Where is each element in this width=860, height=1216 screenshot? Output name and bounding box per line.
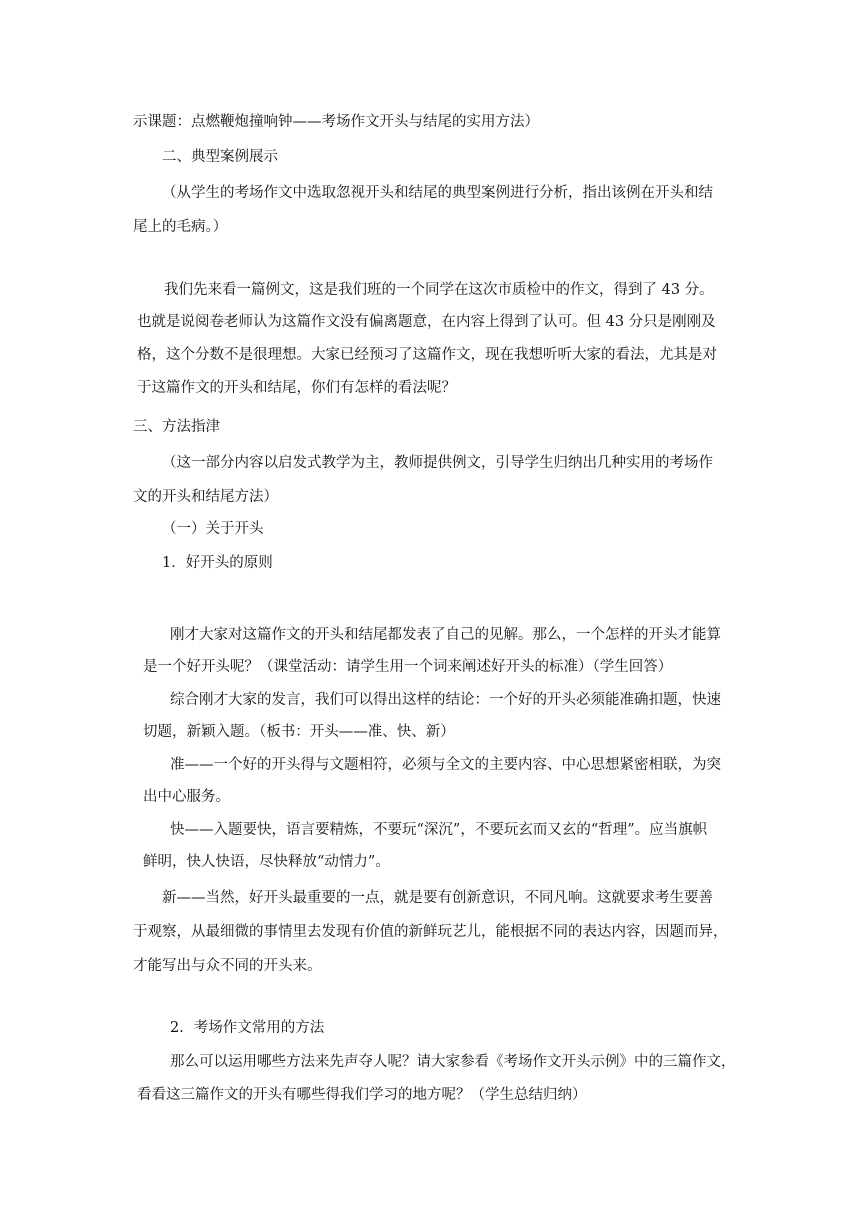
subsection-heading: 1．好开头的原则: [162, 555, 273, 571]
text-line: 也就是说阅卷老师认为这篇作文没有偏离题意，在内容上得到了认可。但 43 分只是刚刚及: [137, 314, 716, 330]
text-line: 那么可以运用哪些方法来先声夺人呢？请大家参看《考场作文开头示例》中的三篇作文，: [170, 1054, 736, 1070]
text-line: 看看这三篇作文的开头有哪些得我们学习的地方呢？（学生总结归纳）: [137, 1087, 587, 1103]
text-line: 切题，新颖入题。（板书：开头——准、快、新）: [143, 724, 455, 740]
text-line: 快——入题要快，语言要精炼，不要玩“深沉”，不要玩玄而又玄的“哲理”。应当旗帜: [170, 822, 708, 838]
text-line: 文的开头和结尾方法）: [133, 489, 278, 505]
text-line: 鲜明，快人快语，尽快释放“动情力”。: [143, 854, 390, 870]
text-line: 于这篇作文的开头和结尾，你们有怎样的看法呢？: [137, 380, 456, 396]
text-line: 是一个好开头呢？（课堂活动：请学生用一个词来阐述好开头的标准）（学生回答）: [143, 659, 673, 675]
text-line: 我们先来看一篇例文，这是我们班的一个同学在这次市质检中的作文，得到了 43 分。: [164, 282, 714, 298]
text-line: 于观察，从最细微的事情里去发现有价值的新鲜玩艺儿，能根据不同的表达内容，因题而异，: [133, 924, 728, 940]
text-line: 新——当然，好开头最重要的一点，就是要有创新意识，不同凡响。这就要求考生要善: [162, 890, 713, 906]
text-line: 尾上的毛病。）: [133, 219, 228, 235]
text-line: 出中心服务。: [143, 789, 230, 805]
text-line: 综合刚才大家的发言，我们可以得出这样的结论：一个好的开头必须能准确扣题，快速: [170, 692, 721, 708]
text-line: 格，这个分数不是很理想。大家已经预习了这篇作文，现在我想听听大家的看法，尤其是对: [137, 347, 717, 363]
section-heading: 二、典型案例展示: [162, 149, 278, 165]
text-line: 刚才大家对这篇作文的开头和结尾都发表了自己的见解。那么，一个怎样的开头才能算: [170, 627, 721, 643]
subsection-heading: 2．考场作文常用的方法: [170, 1020, 325, 1036]
text-line: 示课题：点燃鞭炮撞响钟——考场作文开头与结尾的实用方法）: [133, 114, 539, 130]
text-line: 准——一个好的开头得与文题相符，必须与全文的主要内容、中心思想紧密相联，为突: [170, 757, 721, 773]
text-line: （从学生的考场作文中选取忽视开头和结尾的典型案例进行分析，指出该例在开头和结: [162, 185, 713, 201]
text-line: （这一部分内容以启发式教学为主，教师提供例文，引导学生归纳出几种实用的考场作: [162, 455, 713, 471]
subsection-heading: （一）关于开头: [162, 521, 264, 537]
section-heading: 三、方法指津: [133, 419, 220, 435]
text-line: 才能写出与众不同的开头来。: [133, 958, 322, 974]
